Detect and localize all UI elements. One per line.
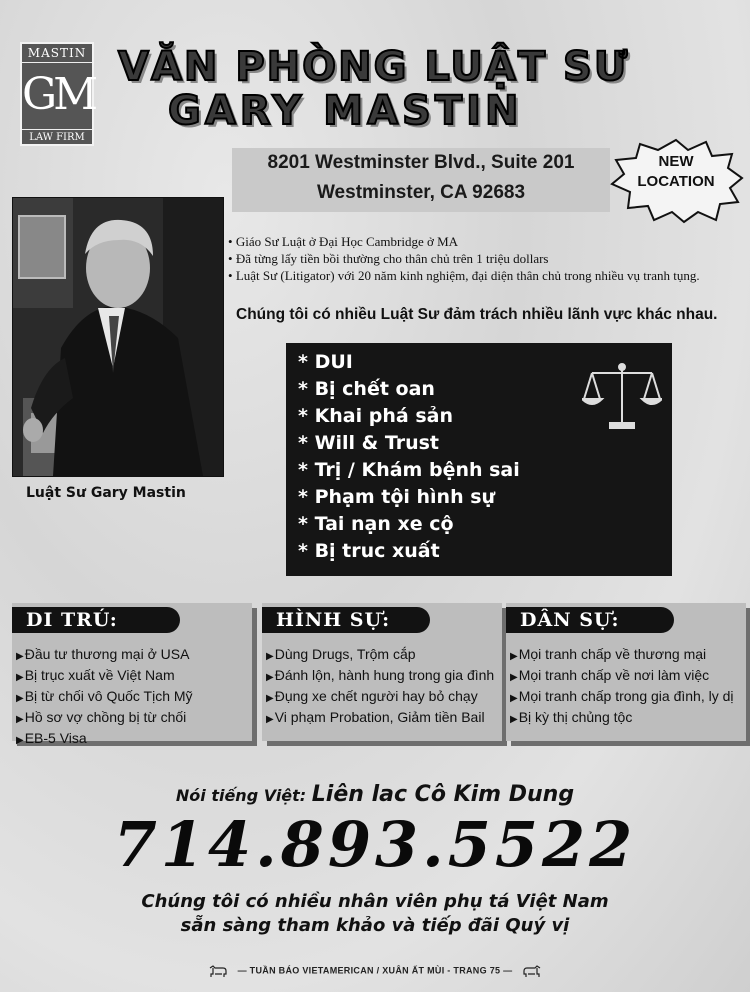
- phone-number[interactable]: 714.893.5522: [113, 808, 637, 881]
- address-block: [232, 148, 610, 212]
- credential-item: • Giáo Sư Luật ở Đại Học Cambridge ở MA: [228, 233, 748, 250]
- list-item: ▶ Đầu tư thương mại ở USA: [16, 645, 193, 666]
- logo-monogram: GM: [22, 69, 95, 120]
- service-item: * Will & Trust: [298, 430, 672, 457]
- list-item: ▶ Bị kỳ thị chủng tộc: [510, 708, 734, 729]
- immigration-heading: DI TRÚ:: [12, 607, 180, 633]
- immigration-box: [12, 603, 252, 746]
- badge-line-2: LOCATION: [637, 173, 715, 190]
- list-item: ▶ Mọi tranh chấp về thương mại: [510, 645, 734, 666]
- list-item: ▶ Bị trục xuất về Việt Nam: [16, 666, 193, 687]
- contact-name: Liên lac Cô Kim Dung: [311, 782, 575, 807]
- service-item: * Trị / Khám bệnh sai: [298, 457, 672, 484]
- staff-line-1: Chúng tôi có nhiều nhân viên phụ tá Việt Nam: [141, 891, 609, 912]
- service-item: * Bị chết oan: [298, 376, 672, 403]
- service-item: * DUI: [298, 349, 672, 376]
- services-panel: [286, 343, 672, 576]
- photo-caption: Luật Sư Gary Mastin: [26, 485, 186, 501]
- staff-line-2: sẵn sàng tham khảo và tiếp đãi Quý vị: [180, 915, 570, 936]
- contact-label: Nói tiếng Việt:: [175, 786, 307, 805]
- credential-item: • Đã từng lấy tiền bồi thường cho thân chủ trên 1 triệu dollars: [228, 250, 748, 267]
- attorney-photo: [12, 197, 224, 477]
- list-item: ▶ Mọi tranh chấp về nơi làm việc: [510, 666, 734, 687]
- list-item: ▶ Vi phạm Probation, Giảm tiền Bail: [266, 708, 494, 729]
- scales-of-justice-icon: [582, 361, 662, 431]
- civil-heading: DÂN SỰ:: [506, 607, 674, 633]
- criminal-heading: HÌNH SỰ:: [262, 607, 430, 633]
- page-footer: [0, 964, 750, 978]
- attorney-portrait-image: [13, 198, 223, 476]
- law-firm-logo: [20, 42, 94, 146]
- goat-icon: [207, 964, 229, 978]
- tagline: Chúng tôi có nhiều Luật Sư đảm trách nhiều lãnh vực khác nhau.: [236, 306, 718, 323]
- footer-text: — TUẦN BÁO VIETAMERICAN / XUÂN ẤT MÙI - TRANG 75 —: [237, 965, 513, 976]
- headline-line-1: VĂN PHÒNG LUẬT SƯ: [118, 44, 630, 90]
- list-item: ▶ Mọi tranh chấp trong gia đình, ly dị: [510, 687, 734, 708]
- badge-line-1: NEW: [658, 153, 694, 170]
- staff-note: [0, 890, 750, 938]
- goat-icon: [521, 964, 543, 978]
- criminal-box: [262, 603, 502, 741]
- service-item: * Phạm tội hình sự: [298, 484, 672, 511]
- new-location-badge: [608, 138, 744, 224]
- logo-bottom-text: LAW FIRM: [22, 129, 92, 143]
- address-line-1: 8201 Westminster Blvd., Suite 201: [267, 152, 575, 173]
- civil-box: [506, 603, 746, 741]
- credential-item: • Luật Sư (Litigator) với 20 năm kinh nghiệm, đại diện thân chủ trong nhiều vụ tranh tụng.: [228, 267, 748, 284]
- list-item: ▶ Dùng Drugs, Trộm cắp: [266, 645, 494, 666]
- list-item: ▶ Hồ sơ vợ chồng bị từ chối: [16, 708, 193, 729]
- headline-line-2: GARY MASTIN: [168, 88, 523, 134]
- list-item: ▶ Bị từ chối vô Quốc Tịch Mỹ: [16, 687, 193, 708]
- list-item: ▶ Đánh lộn, hành hung trong gia đình: [266, 666, 494, 687]
- contact-line: [0, 782, 750, 807]
- service-item: * Khai phá sản: [298, 403, 672, 430]
- list-item: ▶ Đụng xe chết người hay bỏ chạy: [266, 687, 494, 708]
- logo-top-text: MASTIN: [22, 44, 92, 63]
- service-item: * Bị truc xuất: [298, 538, 672, 565]
- credentials-list: [228, 233, 748, 284]
- service-item: * Tai nạn xe cộ: [298, 511, 672, 538]
- list-item: ▶ EB-5 Visa: [16, 729, 193, 750]
- address-line-2: Westminster, CA 92683: [316, 182, 526, 203]
